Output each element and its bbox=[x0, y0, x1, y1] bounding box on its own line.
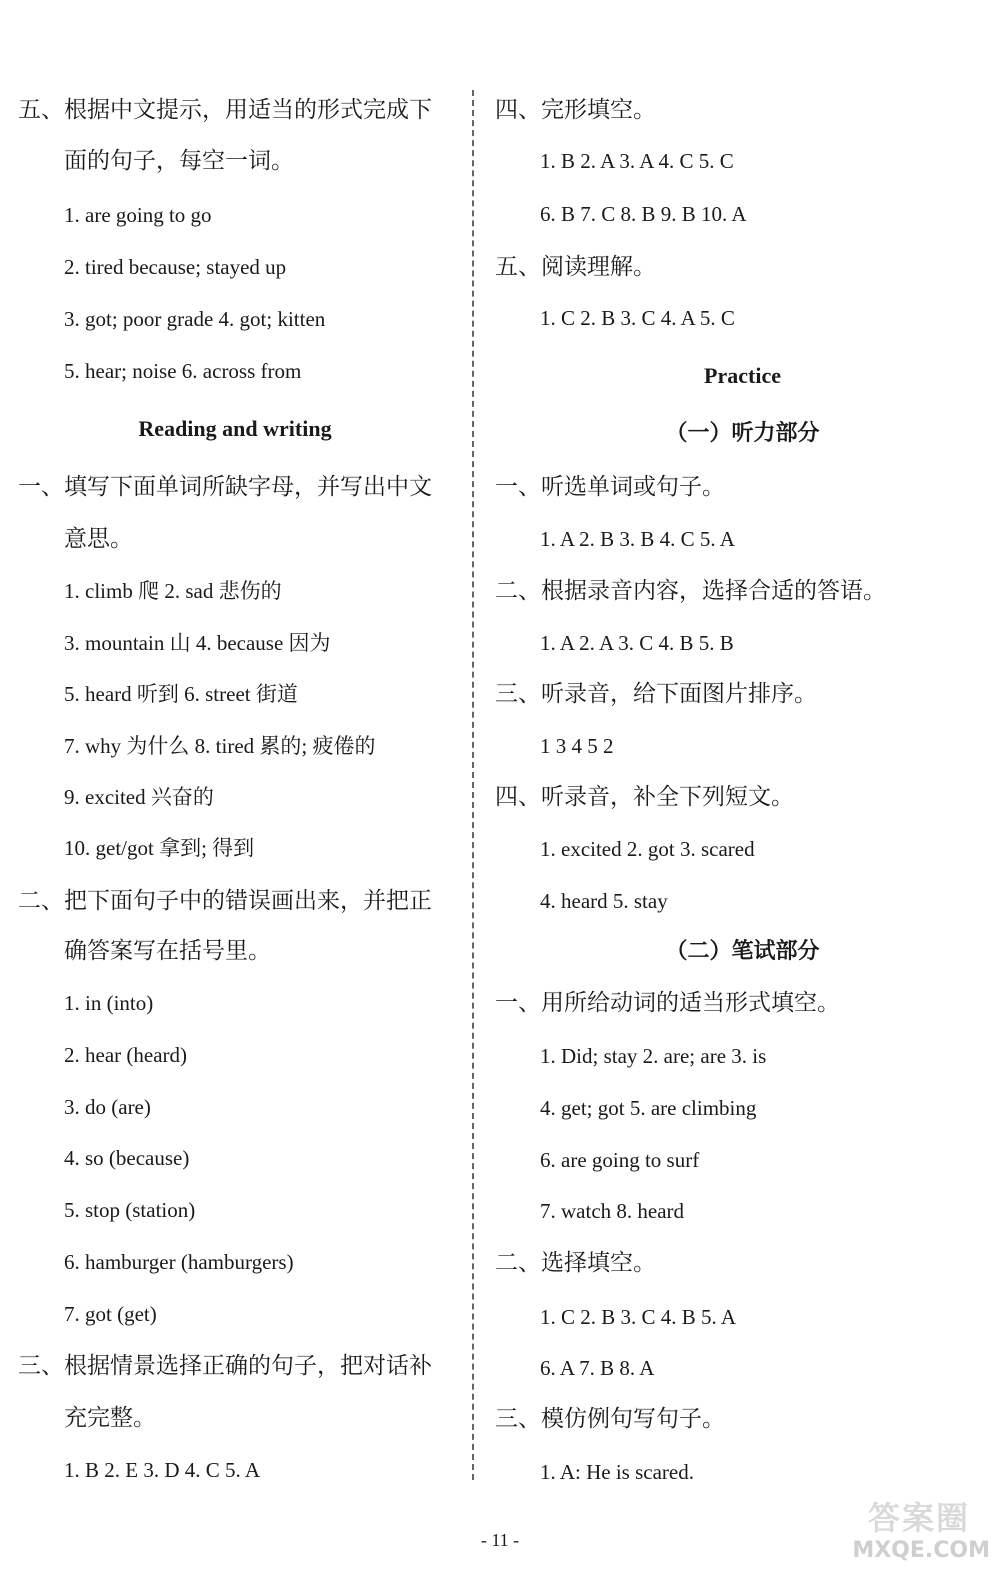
answer-line: 2. hear (heard) bbox=[64, 1043, 188, 1067]
answer-line: 1. B 2. A 3. A 4. C 5. C bbox=[540, 149, 734, 173]
watermark-chinese: 答案圈 bbox=[867, 1499, 970, 1537]
answer-line: 1. A 2. B 3. B 4. C 5. A bbox=[540, 527, 735, 551]
answer-line: 1. Did; stay 2. are; are 3. is bbox=[540, 1044, 767, 1068]
answer-line: 4. so (because) bbox=[64, 1146, 190, 1170]
answer-line: 1. excited 2. got 3. scared bbox=[540, 837, 755, 861]
written-3-title: 三、模仿例句写句子。 bbox=[495, 1406, 725, 1432]
answer-line: 5. hear; noise 6. across from bbox=[64, 359, 302, 383]
written-1-title: 一、用所给动词的适当形式填空。 bbox=[495, 990, 840, 1016]
answer-line: 1. C 2. B 3. C 4. B 5. A bbox=[540, 1305, 737, 1329]
answer-line: 1. A: He is scared. bbox=[540, 1460, 694, 1484]
answer-line: 9. excited 兴奋的 bbox=[64, 785, 214, 809]
section-5-title: 五、根据中文提示，用适当的形式完成下 bbox=[18, 97, 432, 123]
answer-line: 3. mountain 山 4. because 因为 bbox=[64, 631, 331, 655]
section-2-title-cont: 确答案写在括号里。 bbox=[64, 938, 271, 964]
answer-line: 7. why 为什么 8. tired 累的; 疲倦的 bbox=[64, 734, 376, 758]
answer-line: 1. C 2. B 3. C 4. A 5. C bbox=[540, 306, 735, 330]
listen-2-title: 二、根据录音内容，选择合适的答语。 bbox=[495, 578, 886, 604]
answer-line: 6. are going to surf bbox=[540, 1148, 700, 1172]
section-1-title-cont: 意思。 bbox=[64, 526, 133, 552]
answer-line: 5. heard 听到 6. street 街道 bbox=[64, 682, 298, 706]
answer-line: 10. get/got 拿到; 得到 bbox=[64, 836, 255, 860]
listen-1-title: 一、听选单词或句子。 bbox=[495, 474, 725, 500]
answer-line: 1. A 2. A 3. C 4. B 5. B bbox=[540, 631, 734, 655]
column-divider bbox=[472, 90, 474, 1480]
listen-3-title: 三、听录音，给下面图片排序。 bbox=[495, 681, 817, 707]
answer-line: 6. B 7. C 8. B 9. B 10. A bbox=[540, 202, 747, 226]
answer-line: 1. are going to go bbox=[64, 203, 212, 227]
answer-line: 1. in (into) bbox=[64, 991, 154, 1015]
answer-line: 6. A 7. B 8. A bbox=[540, 1356, 655, 1380]
section-2-title: 二、把下面句子中的错误画出来，并把正 bbox=[18, 888, 432, 914]
written-heading: （二）笔试部分 bbox=[665, 938, 820, 964]
watermark-url: MXQE.COM bbox=[852, 1538, 990, 1563]
answer-line: 4. get; got 5. are climbing bbox=[540, 1096, 757, 1120]
section-5-reading-title: 五、阅读理解。 bbox=[495, 254, 656, 280]
answer-line: 6. hamburger (hamburgers) bbox=[64, 1250, 294, 1274]
section-3-title: 三、根据情景选择正确的句子，把对话补 bbox=[18, 1353, 432, 1379]
answer-line: 3. do (are) bbox=[64, 1095, 151, 1119]
page-number: - 11 - bbox=[480, 1530, 520, 1550]
site-watermark bbox=[820, 1493, 990, 1563]
answer-line: 1. B 2. E 3. D 4. C 5. A bbox=[64, 1458, 261, 1482]
section-3-title-cont: 充完整。 bbox=[64, 1405, 156, 1431]
answer-line: 7. got (get) bbox=[64, 1302, 157, 1326]
answer-line: 4. heard 5. stay bbox=[540, 889, 668, 913]
answer-line: 3. got; poor grade 4. got; kitten bbox=[64, 307, 326, 331]
answer-line: 1. climb 爬 2. sad 悲伤的 bbox=[64, 579, 282, 603]
answer-line: 1 3 4 5 2 bbox=[540, 734, 614, 758]
section-4-title: 四、完形填空。 bbox=[495, 97, 656, 123]
answer-line: 5. stop (station) bbox=[64, 1198, 196, 1222]
listen-4-title: 四、听录音，补全下列短文。 bbox=[495, 784, 794, 810]
listening-heading: （一）听力部分 bbox=[665, 420, 820, 446]
practice-heading: Practice bbox=[704, 363, 781, 388]
written-2-title: 二、选择填空。 bbox=[495, 1250, 656, 1276]
reading-writing-heading: Reading and writing bbox=[138, 416, 332, 441]
section-1-title: 一、填写下面单词所缺字母，并写出中文 bbox=[18, 474, 432, 500]
answer-line: 7. watch 8. heard bbox=[540, 1199, 685, 1223]
section-5-title-cont: 面的句子，每空一词。 bbox=[64, 148, 294, 174]
answer-line: 2. tired because; stayed up bbox=[64, 255, 287, 279]
